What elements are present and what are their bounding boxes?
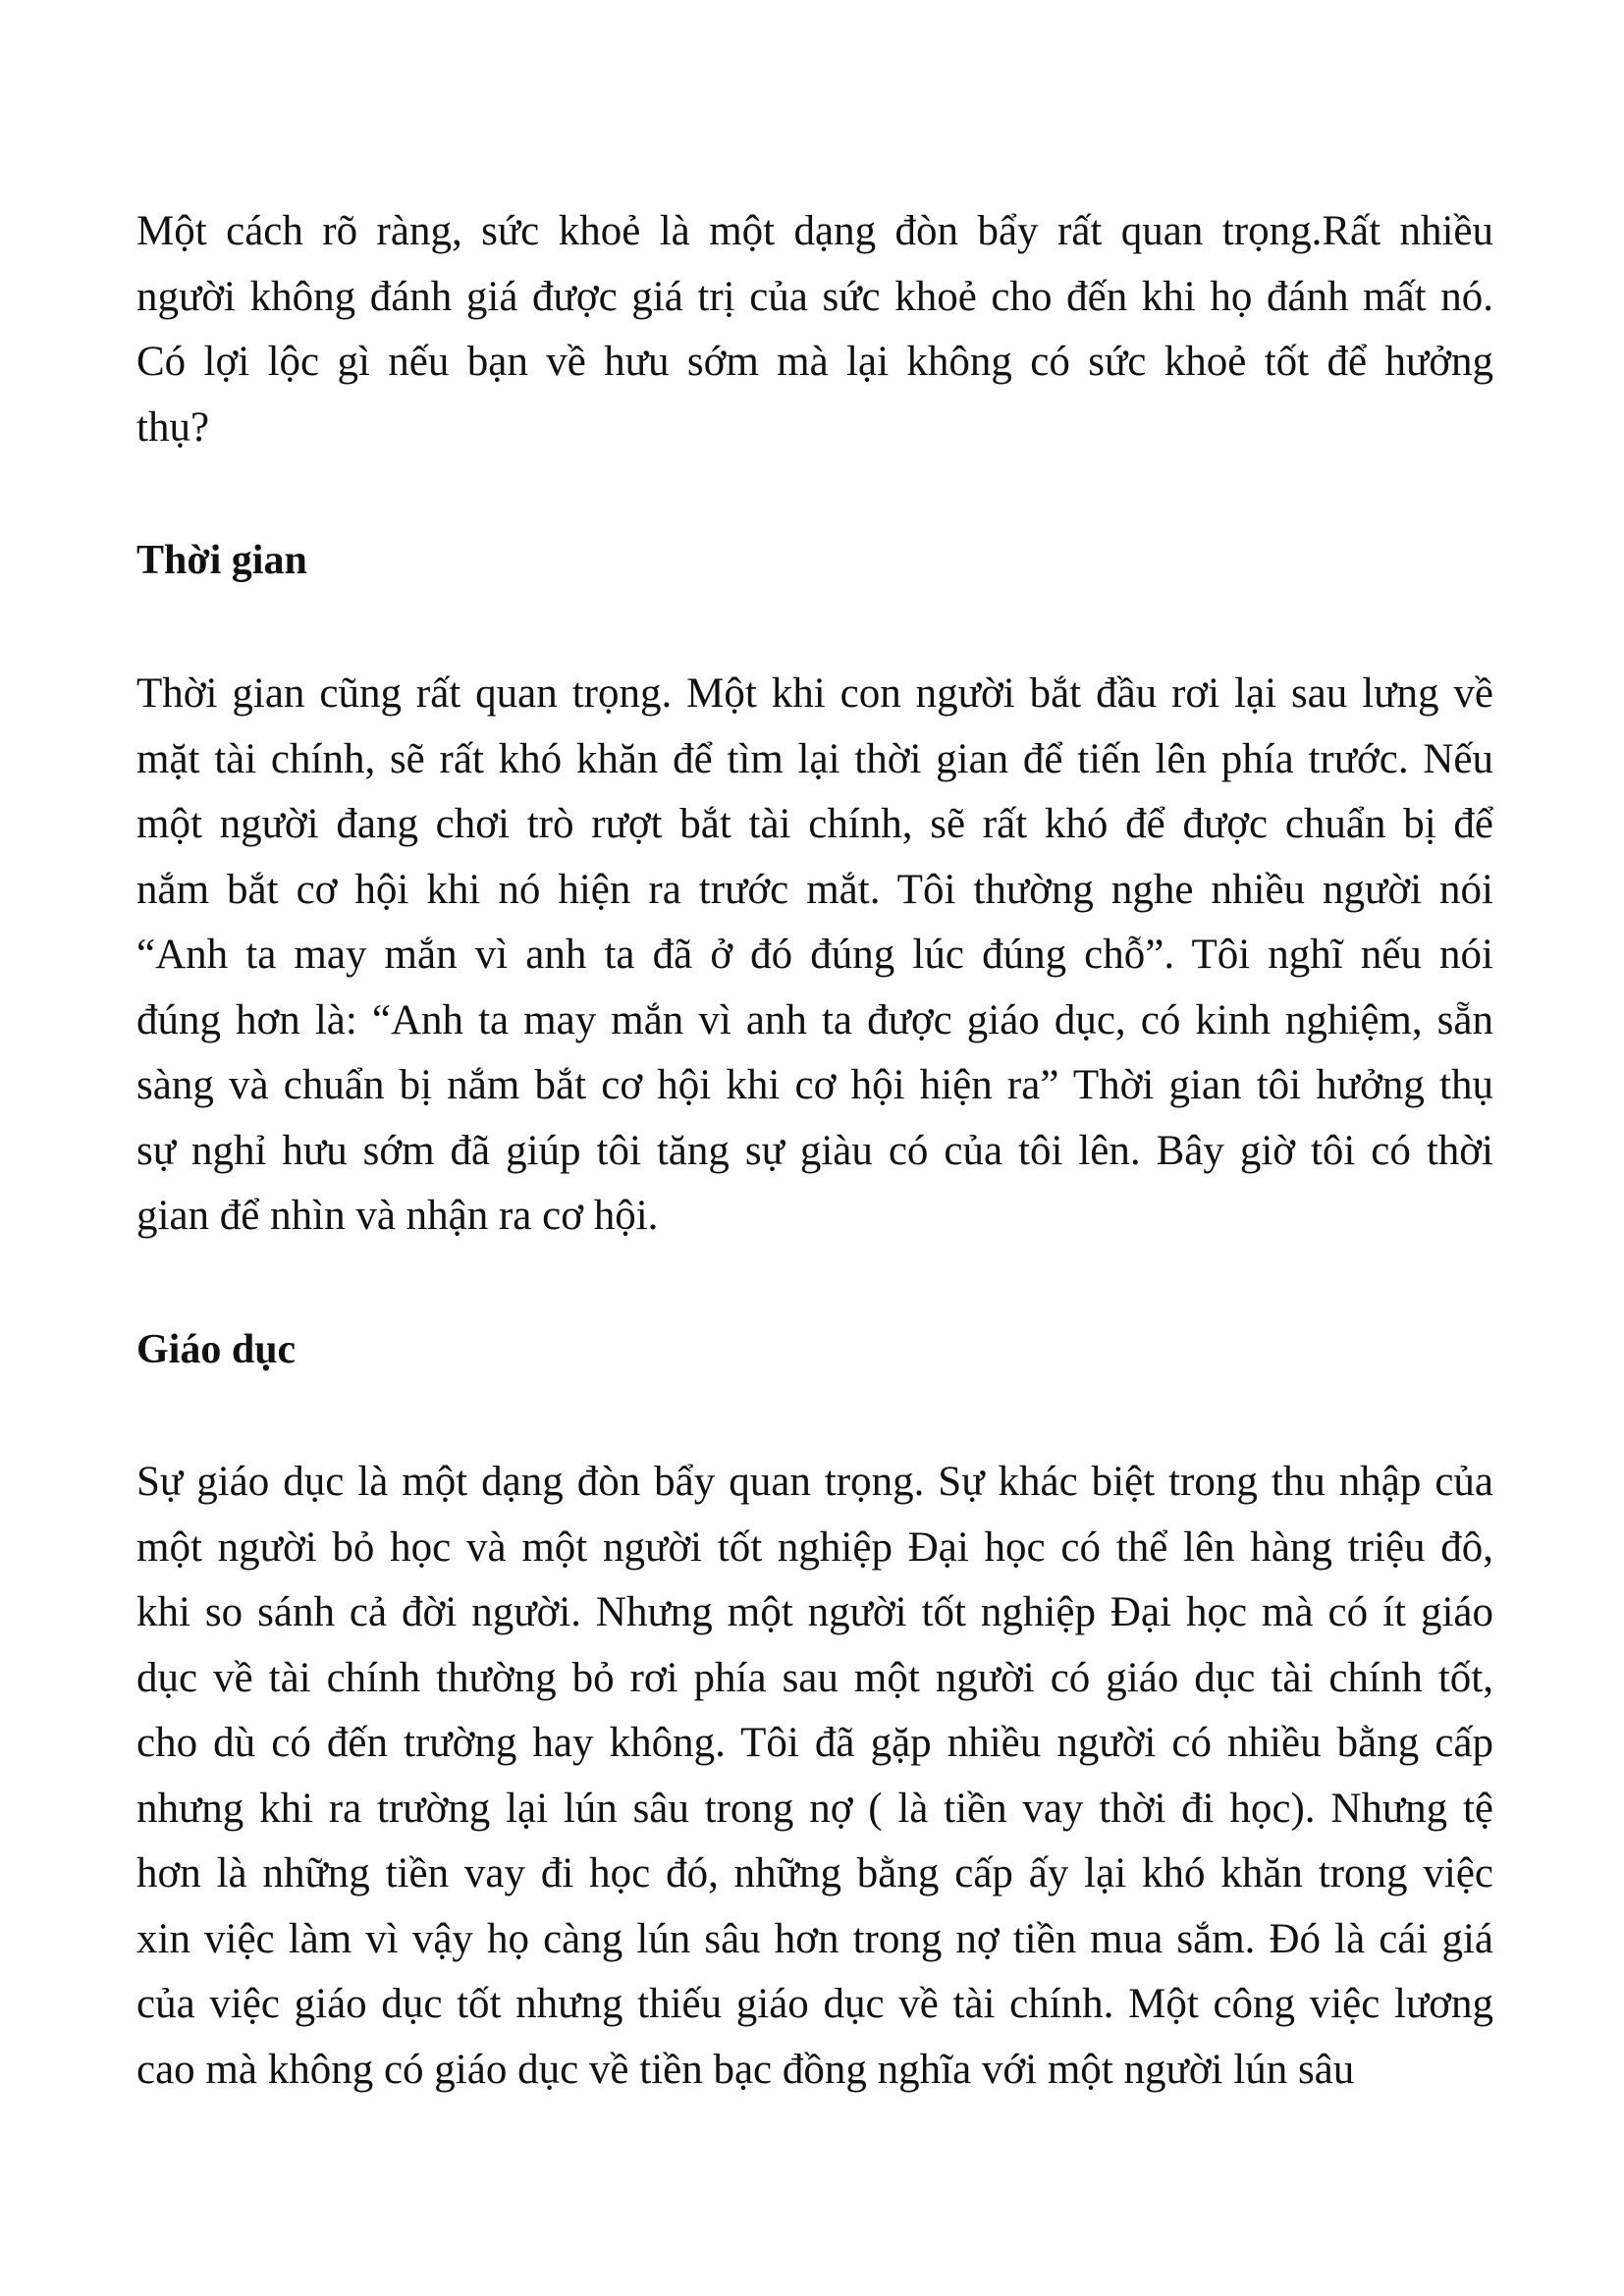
- section-heading-time: Thời gian: [136, 538, 307, 583]
- text-line: đúng hơn là: “Anh ta may mắn vì anh ta được giáo dục, có kinh nghiệm, sẵn: [136, 996, 1493, 1043]
- section-heading-education: Giáo dục: [136, 1327, 297, 1372]
- text-line: “Anh ta may mắn vì anh ta đã ở đó đúng lúc đúng chỗ”. Tôi nghĩ nếu nói: [136, 932, 1493, 978]
- text-line: sàng và chuẩn bị nắm bắt cơ hội khi cơ hội hiện ra” Thời gian tôi hưởng thụ: [136, 1062, 1493, 1108]
- text-line: hơn là những tiền vay đi học đó, những bằng cấp ấy lại khó khăn trong việc: [136, 1850, 1493, 1896]
- paragraph-time: [136, 662, 1493, 1250]
- paragraph-education: [136, 1450, 1493, 2103]
- text-line: khi so sánh cả đời người. Nhưng một người tốt nghiệp Đại học mà có ít giáo: [136, 1589, 1493, 1635]
- text-line: gian để nhìn và nhận ra cơ hội.: [136, 1193, 659, 1239]
- text-line: nhưng khi ra trường lại lún sâu trong nợ ( là tiền vay thời đi học). Nhưng tệ: [136, 1785, 1493, 1832]
- text-line: Có lợi lộc gì nếu bạn về hưu sớm mà lại không có sức khoẻ tốt để hưởng: [136, 339, 1493, 385]
- text-line: người không đánh giá được giá trị của sức khoẻ cho đến khi họ đánh mất nó.: [136, 273, 1493, 320]
- text-line: thụ?: [136, 403, 210, 451]
- text-line: nắm bắt cơ hội khi nó hiện ra trước mắt. Tôi thường nghe nhiều người nói: [136, 866, 1493, 913]
- text-line: mặt tài chính, sẽ rất khó khăn để tìm lại thời gian để tiến lên phía trước. Nếu: [136, 735, 1493, 782]
- text-line: cho dù có đến trường hay không. Tôi đã gặp nhiều người có nhiều bằng cấp: [136, 1720, 1493, 1766]
- paragraph-health: [136, 199, 1493, 460]
- text-line: của việc giáo dục tốt nhưng thiếu giáo dục về tài chính. Một công việc lương: [136, 1981, 1493, 2027]
- text-line: xin việc làm vì vậy họ càng lún sâu hơn trong nợ tiền mua sắm. Đó là cái giá: [136, 1915, 1493, 1962]
- text-line: cao mà không có giáo dục về tiền bạc đồng nghĩa với một người lún sâu: [136, 2046, 1355, 2093]
- text-line: sự nghỉ hưu sớm đã giúp tôi tăng sự giàu có của tôi lên. Bây giờ tôi có thời: [136, 1127, 1493, 1174]
- text-line: Thời gian cũng rất quan trọng. Một khi con người bắt đầu rơi lại sau lưng về: [136, 670, 1493, 717]
- text-line: Một cách rõ ràng, sức khoẻ là một dạng đòn bẩy rất quan trọng.Rất nhiều: [136, 208, 1493, 254]
- text-line: một người đang chơi trò rượt bắt tài chính, sẽ rất khó để được chuẩn bị để: [136, 801, 1493, 847]
- text-line: Sự giáo dục là một dạng đòn bẩy quan trọng. Sự khác biệt trong thu nhập của: [136, 1459, 1493, 1505]
- text-line: dục về tài chính thường bỏ rơi phía sau một người có giáo dục tài chính tốt,: [136, 1654, 1493, 1701]
- text-line: một người bỏ học và một người tốt nghiệp Đại học có thể lên hàng triệu đô,: [136, 1523, 1493, 1571]
